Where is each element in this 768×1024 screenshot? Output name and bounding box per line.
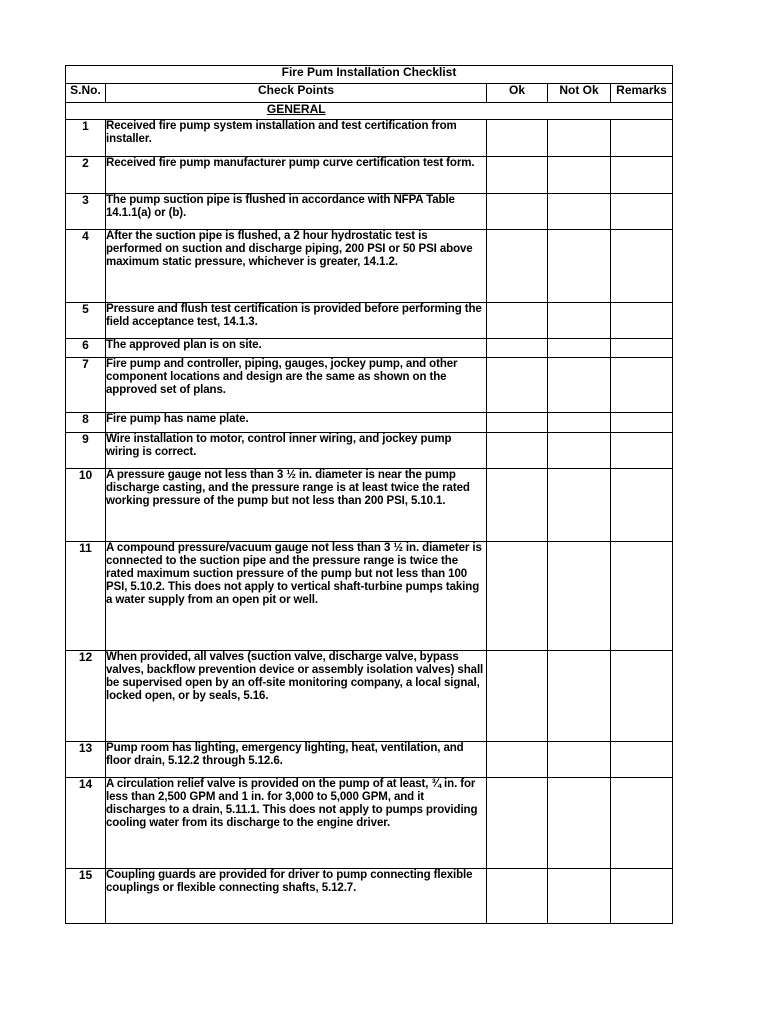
ok-cell[interactable] [487,358,548,413]
table-row [66,742,673,778]
row-number: 2 [66,157,106,194]
ok-cell[interactable] [487,120,548,157]
checklist-table [65,65,673,924]
not-ok-cell[interactable] [548,230,611,303]
table-row [66,120,673,157]
section-row-general [66,103,673,120]
ok-cell[interactable] [487,469,548,542]
row-number: 6 [66,339,106,358]
ok-cell[interactable] [487,433,548,469]
remarks-cell[interactable] [611,469,673,542]
not-ok-cell[interactable] [548,778,611,869]
header-row [66,84,673,103]
not-ok-cell[interactable] [548,469,611,542]
not-ok-cell[interactable] [548,742,611,778]
check-point-text: Fire pump has name plate. [106,413,487,433]
table-row [66,469,673,542]
row-number: 5 [66,303,106,339]
remarks-cell[interactable] [611,413,673,433]
not-ok-cell[interactable] [548,120,611,157]
row-number: 4 [66,230,106,303]
table-row [66,358,673,413]
check-point-text: When provided, all valves (suction valve, discharge valve, bypass valves, backflow prevention device or assembly isolation valves) shall be supervised open by an off-site monitoring company, a local signal, locked open, or by seals, 5.16. [106,651,487,742]
title-row [66,66,673,84]
row-number: 10 [66,469,106,542]
check-point-text: Received fire pump manufacturer pump curve certification test form. [106,157,487,194]
checklist-title: Fire Pum Installation Checklist [66,66,673,84]
check-point-text: A circulation relief valve is provided on the pump of at least, ¾ in. for less than 2,500 GPM and 1 in. for 3,000 to 5,000 GPM, and it discharges to a drain, 5.11.1. This does not apply to pumps providing cooling water from its discharge to the engine driver. [106,778,487,869]
check-point-text: The approved plan is on site. [106,339,487,358]
remarks-cell[interactable] [611,303,673,339]
check-point-text: A pressure gauge not less than 3 ½ in. diameter is near the pump discharge casting, and the pressure range is at least twice the rated working pressure of the pump but not less than 200 PSI, 5.10.1. [106,469,487,542]
ok-cell[interactable] [487,230,548,303]
remarks-cell[interactable] [611,157,673,194]
ok-cell[interactable] [487,157,548,194]
row-number: 8 [66,413,106,433]
row-number: 15 [66,869,106,924]
remarks-cell[interactable] [611,120,673,157]
not-ok-cell[interactable] [548,413,611,433]
table-row [66,157,673,194]
remarks-cell[interactable] [611,339,673,358]
check-point-text: Pressure and flush test certification is provided before performing the field acceptance test, 14.1.3. [106,303,487,339]
check-point-text: Pump room has lighting, emergency lighting, heat, ventilation, and floor drain, 5.12.2 through 5.12.6. [106,742,487,778]
check-point-text: Coupling guards are provided for driver to pump connecting flexible couplings or flexible connecting shafts, 5.12.7. [106,869,487,924]
table-row [66,651,673,742]
remarks-cell[interactable] [611,358,673,413]
row-number: 3 [66,194,106,230]
column-header-check-points: Check Points [106,84,487,103]
ok-cell[interactable] [487,742,548,778]
table-row [66,542,673,651]
column-header-ok: Ok [487,84,548,103]
not-ok-cell[interactable] [548,358,611,413]
table-row [66,194,673,230]
remarks-cell[interactable] [611,742,673,778]
not-ok-cell[interactable] [548,542,611,651]
not-ok-cell[interactable] [548,339,611,358]
column-header-not-ok: Not Ok [548,84,611,103]
table-row [66,869,673,924]
check-point-text: Wire installation to motor, control inner wiring, and jockey pump wiring is correct. [106,433,487,469]
row-number: 12 [66,651,106,742]
not-ok-cell[interactable] [548,869,611,924]
check-point-text: After the suction pipe is flushed, a 2 hour hydrostatic test is performed on suction and discharge piping, 200 PSI or 50 PSI above maximum static pressure, whichever is greater, 14.1.2. [106,230,487,303]
ok-cell[interactable] [487,651,548,742]
table-row [66,303,673,339]
not-ok-cell[interactable] [548,157,611,194]
check-point-text: The pump suction pipe is flushed in accordance with NFPA Table 14.1.1(a) or (b). [106,194,487,230]
table-row [66,230,673,303]
row-number: 7 [66,358,106,413]
remarks-cell[interactable] [611,433,673,469]
row-number: 9 [66,433,106,469]
not-ok-cell[interactable] [548,194,611,230]
ok-cell[interactable] [487,339,548,358]
checklist-sheet [65,65,672,924]
remarks-cell[interactable] [611,542,673,651]
check-point-text: Received fire pump system installation and test certification from installer. [106,120,487,157]
ok-cell[interactable] [487,303,548,339]
table-row [66,339,673,358]
row-number: 13 [66,742,106,778]
check-point-text: Fire pump and controller, piping, gauges, jockey pump, and other component locations and design are the same as shown on the approved set of plans. [106,358,487,413]
not-ok-cell[interactable] [548,303,611,339]
remarks-cell[interactable] [611,651,673,742]
not-ok-cell[interactable] [548,651,611,742]
remarks-cell[interactable] [611,194,673,230]
column-header-remarks: Remarks [611,84,673,103]
check-point-text: A compound pressure/vacuum gauge not less than 3 ½ in. diameter is connected to the suction pipe and the pressure range is twice the rated maximum suction pressure of the pump but not less than 100 PSI, 5.10.2. This does not apply to vertical shaft-turbine pumps taking a water supply from an open pit or well. [106,542,487,651]
column-header-sno: S.No. [66,84,106,103]
remarks-cell[interactable] [611,230,673,303]
remarks-cell[interactable] [611,778,673,869]
not-ok-cell[interactable] [548,433,611,469]
row-number: 1 [66,120,106,157]
ok-cell[interactable] [487,542,548,651]
table-row [66,778,673,869]
ok-cell[interactable] [487,194,548,230]
ok-cell[interactable] [487,778,548,869]
row-number: 11 [66,542,106,651]
ok-cell[interactable] [487,869,548,924]
section-label: GENERAL [266,102,326,116]
table-row [66,433,673,469]
row-number: 14 [66,778,106,869]
section-heading [66,103,487,120]
section-heading-blank [487,103,673,120]
table-row [66,413,673,433]
ok-cell[interactable] [487,413,548,433]
remarks-cell[interactable] [611,869,673,924]
